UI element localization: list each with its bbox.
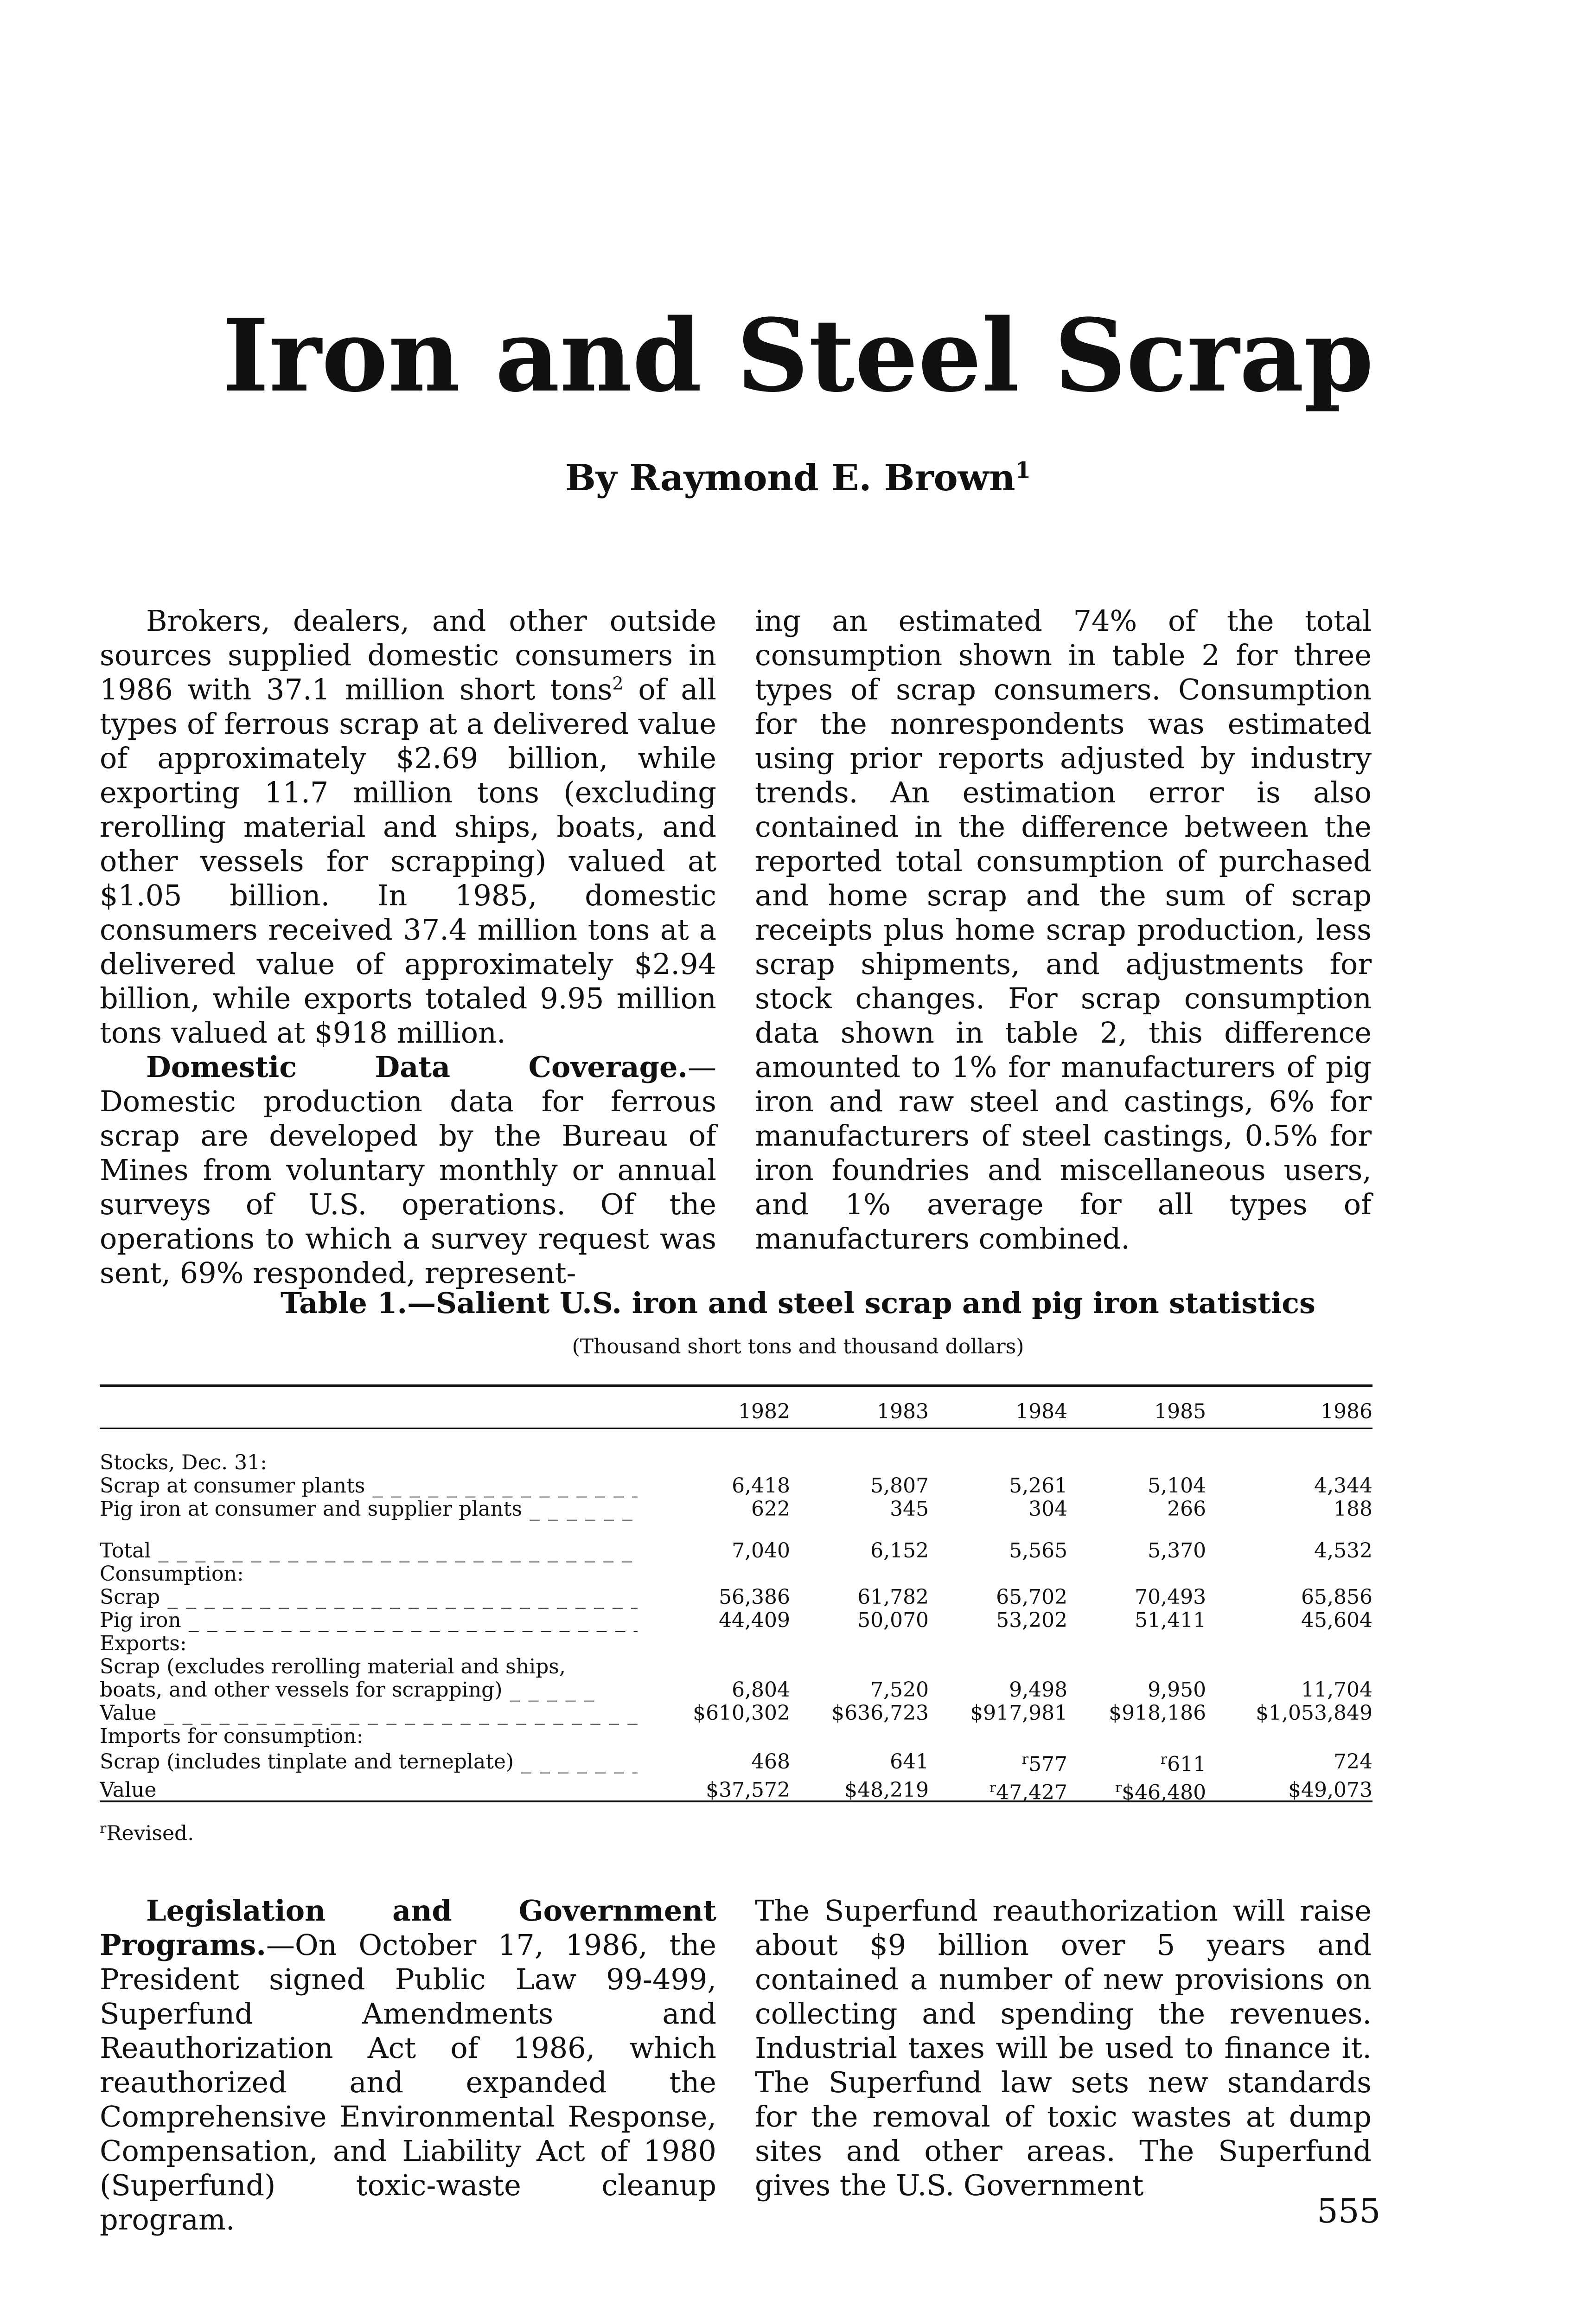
table-section-row: Imports for consumption:: [100, 1724, 364, 1748]
intro-paragraph: Brokers, dealers, and other outside sources supplied domestic consumers in 1986 with 37.1 million short tons$^2$ of all types of ferrous scrap at a delivered value of approximately $2.69 billion, while exporting 11.7 million tons (excluding rerolling material and ships, boats, and other vessels for scrapping) valued at $1.05 billion. In 1985, domestic consumers received 37.4 million tons at a delivered value of approximately $2.94 billion, while exports totaled 9.95 million tons valued at $918 million.: [100, 604, 717, 1050]
page-title: Iron and Steel Scrap: [222, 297, 1374, 414]
year-header: 1982: [738, 1400, 791, 1423]
table-footnote: $^r$Revised.: [100, 1820, 194, 1845]
revised-mark: r: [1115, 1779, 1122, 1796]
author-name: By Raymond E. Brown: [565, 457, 1015, 499]
revised-mark: r: [989, 1779, 996, 1796]
year-header: 1984: [1015, 1400, 1068, 1423]
table-section-row: Exports:: [100, 1632, 187, 1655]
page-number: 555: [1317, 2191, 1381, 2230]
body-column-4: [755, 1894, 1372, 2203]
revised-mark: r: [1160, 1751, 1168, 1768]
table-top-rule: [100, 1384, 1373, 1387]
data-coverage-paragraph: Domestic Data Coverage.—Domestic production data for ferrous scrap are developed by the Bureau of Mines from voluntary monthly or annual surveys of U.S. operations. Of the operations to which a survey request was sent, 69% responded, represent-: [100, 1050, 716, 1290]
section-heading: Legislation and Government Programs.: [100, 1894, 716, 1962]
table-section-row: Stocks, Dec. 31:: [100, 1451, 267, 1474]
table-row: Scrap at consumer plants _ _ _ 6,418 5,807 5,261 5,104 4,344: [100, 1474, 1373, 1498]
byline: [0, 457, 1596, 499]
table-row: Scrap (excludes rerolling material and ships,: [100, 1655, 566, 1678]
table-row: Pig iron at consumer and supplier plants _ _ _ 622 345 304 266 188: [100, 1498, 1373, 1521]
body-column-2: [755, 604, 1372, 1256]
revised-mark: r: [100, 1820, 107, 1837]
superfund-paragraph: The Superfund reauthorization will raise about $9 billion over 5 years and contained a number of new provisions on collecting and spending the revenues. Industrial taxes will be used to finance it. The Superfund law sets new standards for the removal of toxic wastes at dump sites and other areas. The Superfund gives the U.S. Government: [755, 1894, 1372, 2202]
author-footnote-mark: 1: [1015, 457, 1031, 483]
footnote-mark: 2: [612, 673, 624, 694]
table-row: Scrap _ _ _ 56,386 61,782 65,702 70,493 65,856: [100, 1586, 1373, 1609]
table-row: Pig iron _ _ _ 44,409 50,070 53,202 51,411 45,604: [100, 1609, 1373, 1632]
year-header: 1986: [1321, 1400, 1373, 1423]
year-header: 1985: [1154, 1400, 1207, 1423]
table-section-row: Consumption:: [100, 1562, 244, 1586]
table-subcaption: (Thousand short tons and thousand dollars): [572, 1335, 1024, 1358]
coverage-continued-paragraph: ing an estimated 74% of the total consumption shown in table 2 for three types of scrap consumers. Consumption for the nonrespondents was estimated using prior reports adjusted by industry trends. An estimation error is also contained in the difference between the reported total consumption of purchased and home scrap and the sum of scrap receipts plus home scrap production, less scrap shipments, and adjustments for stock changes. For scrap consumption data shown in table 2, this difference amounted to 1% for manufacturers of pig iron and raw steel and castings, 6% for manufacturers of steel castings, 0.5% for iron foundries and miscellaneous users, and 1% average for all types of manufacturers combined.: [755, 604, 1372, 1256]
section-heading: Domestic Data Coverage.: [146, 1050, 688, 1084]
table-caption: Table 1.—Salient U.S. iron and steel scrap and pig iron statistics: [281, 1286, 1315, 1320]
legislation-paragraph: Legislation and Government Programs.—On October 17, 1986, the President signed Public Law 99-499, Superfund Amendments and Reauthorization Act of 1986, which reauthorized and expanded the Comprehensive Environmental Response, Compensation, and Liability Act of 1980 (Superfund) toxic-waste cleanup program.: [100, 1894, 716, 2236]
table-row: boats, and other vessels for scrapping) _ _ _ 6,804 7,520 9,498 9,950 11,704: [100, 1678, 1373, 1702]
revised-mark: r: [1021, 1751, 1029, 1768]
table-row: Total _ _ _ 7,040 6,152 5,565 5,370 4,532: [100, 1521, 1373, 1563]
table-row: Value _ _ _ $37,572 $48,219 $^r$47,427 $^r$\$46,480 $49,073: [100, 1776, 1373, 1805]
year-header: 1983: [877, 1400, 929, 1423]
table-row: Scrap (includes tinplate and terneplate) _ _ _ 468 641 $^r$577 $^r$611 724: [100, 1748, 1373, 1776]
table-row: Value _ _ _ $610,302 $636,723 $917,981 $918,186 $1,053,849: [100, 1702, 1373, 1725]
body-column-3: [100, 1894, 716, 2237]
body-column-1: [100, 604, 716, 1290]
table-header-row: [100, 1394, 1373, 1429]
